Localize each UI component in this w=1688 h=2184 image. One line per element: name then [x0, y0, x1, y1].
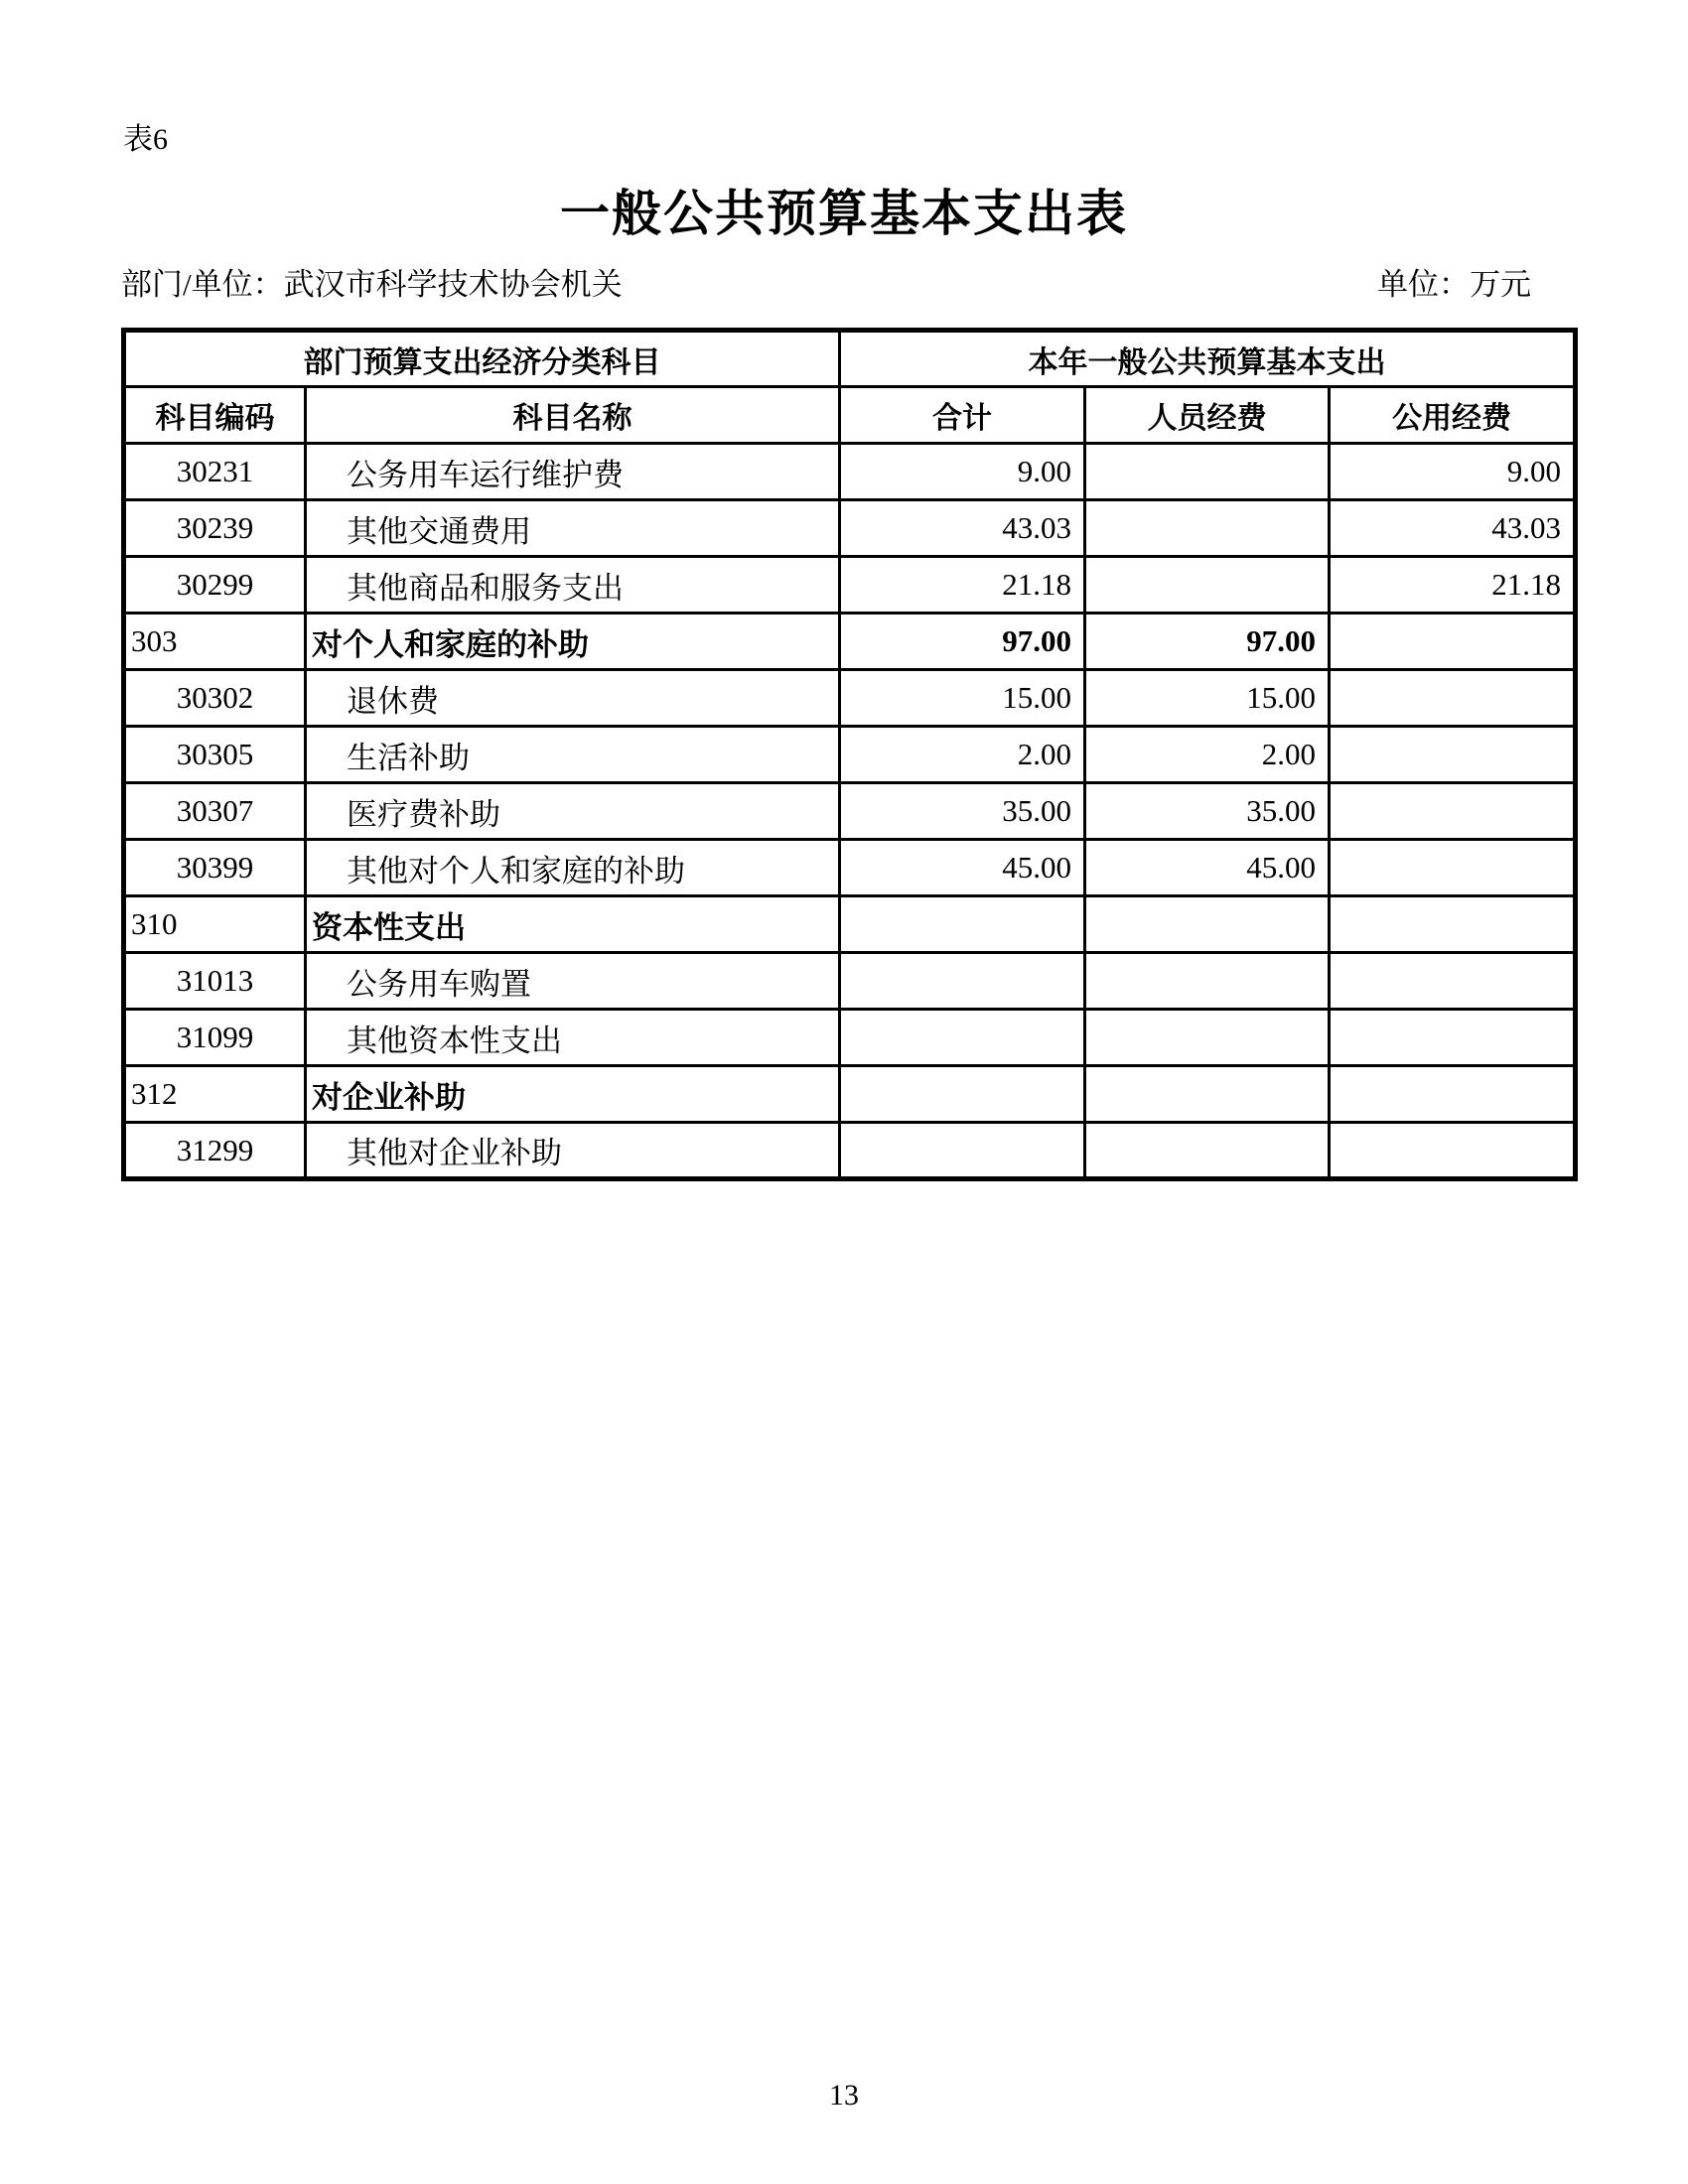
table-row [124, 953, 1576, 1010]
subject-code-cell: 30302 [124, 670, 306, 727]
personnel-funds-cell [1085, 500, 1330, 557]
public-funds-cell [1330, 896, 1576, 953]
subject-code-cell: 30399 [124, 840, 306, 896]
header-current-year-expenditure-group: 本年一般公共预算基本支出 [840, 331, 1576, 387]
public-funds-cell [1330, 670, 1576, 727]
total-cell: 35.00 [840, 783, 1085, 840]
total-cell: 21.18 [840, 557, 1085, 614]
public-funds-cell [1330, 1010, 1576, 1066]
subject-name-cell: 对企业补助 [306, 1066, 840, 1123]
public-funds-cell: 43.03 [1330, 500, 1576, 557]
public-funds-cell [1330, 783, 1576, 840]
table-row [124, 727, 1576, 783]
subject-name-cell: 医疗费补助 [306, 783, 840, 840]
subject-name-cell: 其他资本性支出 [306, 1010, 840, 1066]
table-header [124, 331, 1576, 444]
subject-code-cell: 30239 [124, 500, 306, 557]
personnel-funds-cell: 45.00 [1085, 840, 1330, 896]
table-row [124, 840, 1576, 896]
total-cell [840, 953, 1085, 1010]
subject-name-cell: 其他对企业补助 [306, 1123, 840, 1179]
personnel-funds-cell [1085, 557, 1330, 614]
header-subject-name: 科目名称 [306, 387, 840, 444]
subject-code-cell: 303 [124, 614, 306, 670]
column-header-row [124, 387, 1576, 444]
public-funds-cell [1330, 1066, 1576, 1123]
public-funds-cell [1330, 727, 1576, 783]
table-number-label: 表6 [123, 123, 168, 156]
personnel-funds-cell: 97.00 [1085, 614, 1330, 670]
page-title: 一般公共预算基本支出表 [560, 186, 1128, 241]
total-cell: 43.03 [840, 500, 1085, 557]
subject-code-cell: 30305 [124, 727, 306, 783]
public-funds-cell [1330, 614, 1576, 670]
header-personnel-funds: 人员经费 [1085, 387, 1330, 444]
total-cell [840, 1123, 1085, 1179]
subject-name-cell: 对个人和家庭的补助 [306, 614, 840, 670]
table-row [124, 1066, 1576, 1123]
header-subject-classification-group: 部门预算支出经济分类科目 [124, 331, 840, 387]
table-row [124, 1010, 1576, 1066]
total-cell: 2.00 [840, 727, 1085, 783]
personnel-funds-cell [1085, 1066, 1330, 1123]
public-funds-cell [1330, 1123, 1576, 1179]
personnel-funds-cell: 35.00 [1085, 783, 1330, 840]
table-body [124, 444, 1576, 1179]
public-funds-cell: 9.00 [1330, 444, 1576, 500]
public-funds-cell: 21.18 [1330, 557, 1576, 614]
table-row [124, 444, 1576, 500]
personnel-funds-cell [1085, 1123, 1330, 1179]
total-cell [840, 1010, 1085, 1066]
total-cell: 45.00 [840, 840, 1085, 896]
personnel-funds-cell [1085, 896, 1330, 953]
total-cell [840, 1066, 1085, 1123]
group-header-row [124, 331, 1576, 387]
table-row [124, 670, 1576, 727]
table-row [124, 783, 1576, 840]
subject-name-cell: 其他对个人和家庭的补助 [306, 840, 840, 896]
table-row [124, 1123, 1576, 1179]
meta-row [121, 266, 1577, 303]
total-cell: 15.00 [840, 670, 1085, 727]
subject-code-cell: 30231 [124, 444, 306, 500]
department-unit-label: 部门/单位：武汉市科学技术协会机关 [121, 267, 623, 302]
personnel-funds-cell [1085, 953, 1330, 1010]
subject-name-cell: 退休费 [306, 670, 840, 727]
personnel-funds-cell: 15.00 [1085, 670, 1330, 727]
total-cell: 9.00 [840, 444, 1085, 500]
subject-code-cell: 310 [124, 896, 306, 953]
table-row [124, 557, 1576, 614]
subject-name-cell: 公务用车运行维护费 [306, 444, 840, 500]
personnel-funds-cell [1085, 444, 1330, 500]
subject-name-cell: 其他交通费用 [306, 500, 840, 557]
subject-code-cell: 30299 [124, 557, 306, 614]
subject-name-cell: 生活补助 [306, 727, 840, 783]
subject-code-cell: 30307 [124, 783, 306, 840]
subject-code-cell: 31299 [124, 1123, 306, 1179]
total-cell [840, 896, 1085, 953]
subject-name-cell: 公务用车购置 [306, 953, 840, 1010]
subject-code-cell: 31099 [124, 1010, 306, 1066]
subject-name-cell: 资本性支出 [306, 896, 840, 953]
header-subject-code: 科目编码 [124, 387, 306, 444]
subject-name-cell: 其他商品和服务支出 [306, 557, 840, 614]
subject-code-cell: 31013 [124, 953, 306, 1010]
personnel-funds-cell: 2.00 [1085, 727, 1330, 783]
public-funds-cell [1330, 953, 1576, 1010]
table-row [124, 896, 1576, 953]
table-row [124, 614, 1576, 670]
header-public-funds: 公用经费 [1330, 387, 1576, 444]
total-cell: 97.00 [840, 614, 1085, 670]
currency-unit-label: 单位：万元 [1377, 267, 1531, 302]
page-number: 13 [829, 2079, 859, 2112]
subject-code-cell: 312 [124, 1066, 306, 1123]
header-total: 合计 [840, 387, 1085, 444]
budget-table [121, 328, 1578, 1181]
public-funds-cell [1330, 840, 1576, 896]
table-row [124, 500, 1576, 557]
personnel-funds-cell [1085, 1010, 1330, 1066]
